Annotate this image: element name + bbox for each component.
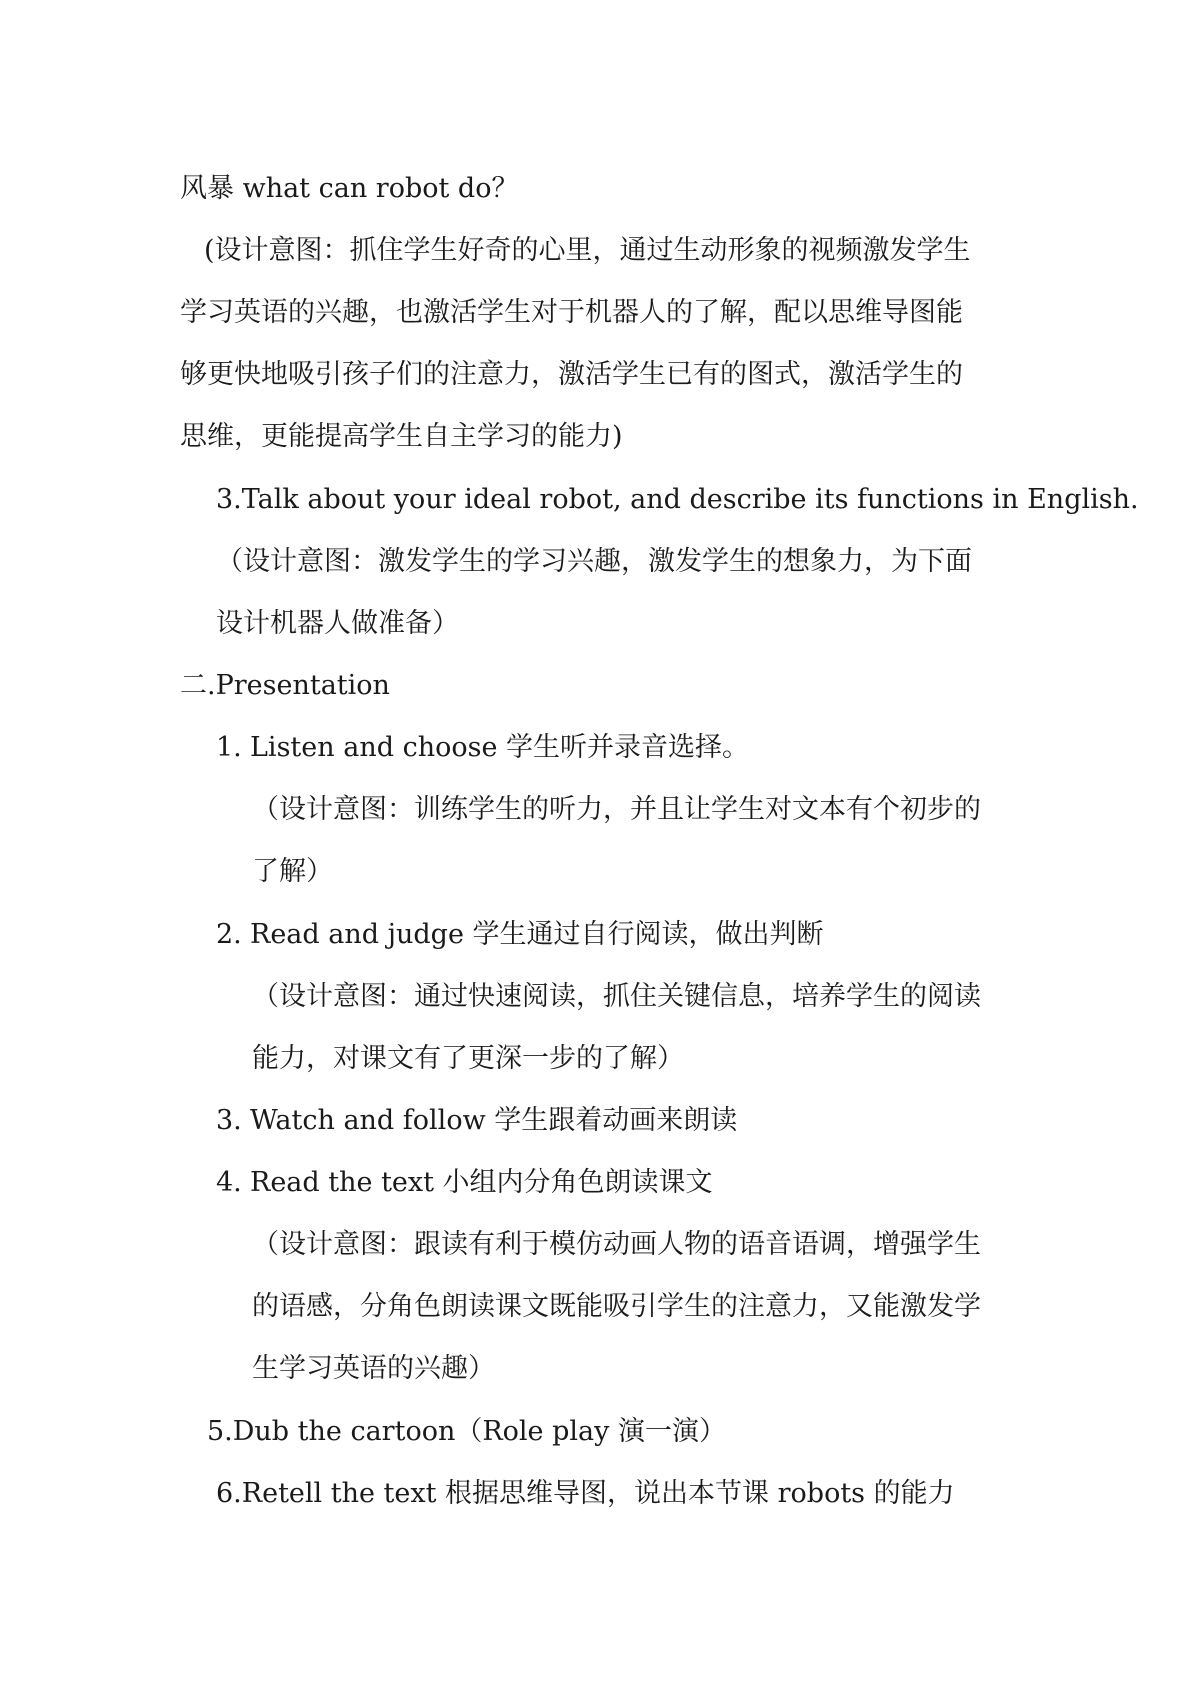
design-intent-paragraph-2-line-1: （设计意图：激发学生的学习兴趣，激发学生的想象力，为下面 <box>216 546 972 577</box>
design-intent-paragraph-2-line-2: 设计机器人做准备） <box>216 608 459 639</box>
design-intent-paragraph-5-line-1: （设计意图：跟读有利于模仿动画人物的语音语调，增强学生 <box>252 1229 981 1260</box>
design-intent-paragraph-5-line-2: 的语感，分角色朗读课文既能吸引学生的注意力，又能激发学 <box>252 1291 981 1322</box>
list-item-text: Read and judge 学生通过自行阅读，做出判断 <box>250 919 824 950</box>
list-item-4-read-the-text <box>216 1166 713 1200</box>
list-item-text: Listen and choose 学生听并录音选择。 <box>250 732 750 763</box>
step-6-retell-the-text: 6.Retell the text 根据思维导图，说出本节课 robots 的能力 <box>216 1478 955 1509</box>
design-intent-paragraph-5-line-3: 生学习英语的兴趣） <box>252 1353 495 1384</box>
text-line-brainstorm: 风暴 what can robot do？ <box>180 173 519 204</box>
design-intent-paragraph-1-line-2: 学习英语的兴趣，也激活学生对于机器人的了解，配以思维导图能 <box>180 297 963 328</box>
list-item-2-read-and-judge <box>216 918 824 952</box>
list-item-text: Watch and follow 学生跟着动画来朗读 <box>250 1105 738 1136</box>
list-item-1-listen-and-choose <box>216 731 749 765</box>
step-5-dub-the-cartoon: 5.Dub the cartoon（Role play 演一演） <box>207 1416 726 1447</box>
step-3-talk-about-robot: 3.Talk about your ideal robot, and describe its functions in English. <box>216 484 1139 515</box>
list-number: 1. <box>216 732 242 763</box>
design-intent-paragraph-1-line-4: 思维，更能提高学生自主学习的能力) <box>180 421 623 452</box>
design-intent-paragraph-1-line-1: (设计意图：抓住学生好奇的心里，通过生动形象的视频激发学生 <box>204 235 971 266</box>
design-intent-paragraph-1-line-3: 够更快地吸引孩子们的注意力，激活学生已有的图式，激活学生的 <box>180 359 963 390</box>
design-intent-paragraph-3-line-1: （设计意图：训练学生的听力，并且让学生对文本有个初步的 <box>252 794 981 825</box>
design-intent-paragraph-3-line-2: 了解） <box>252 856 333 887</box>
list-item-3-watch-and-follow <box>216 1104 737 1138</box>
design-intent-paragraph-4-line-1: （设计意图：通过快速阅读，抓住关键信息，培养学生的阅读 <box>252 981 981 1012</box>
list-item-text: Read the text 小组内分角色朗读课文 <box>250 1167 713 1198</box>
section-heading-presentation: 二.Presentation <box>180 670 390 701</box>
list-number: 3. <box>216 1105 242 1136</box>
list-number: 2. <box>216 919 242 950</box>
list-number: 4. <box>216 1167 242 1198</box>
design-intent-paragraph-4-line-2: 能力，对课文有了更深一步的了解） <box>252 1043 684 1074</box>
